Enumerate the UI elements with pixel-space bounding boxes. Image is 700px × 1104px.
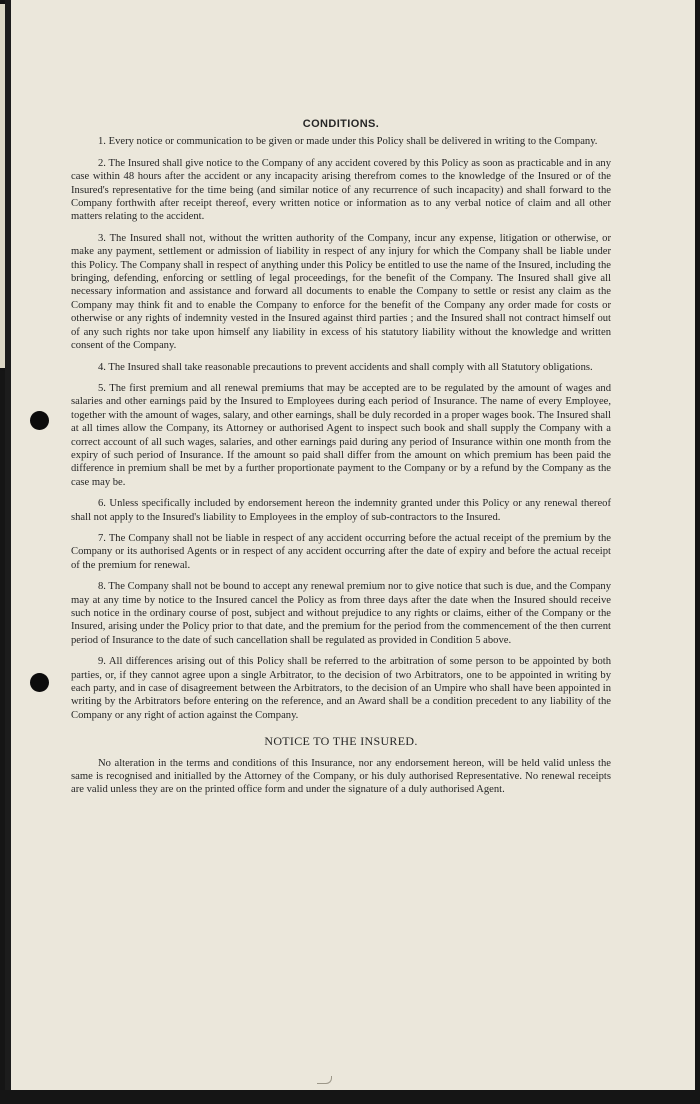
conditions-heading: CONDITIONS. — [302, 118, 380, 130]
document-page — [5, 0, 695, 1090]
condition-8: 8. The Company shall not be bound to accept any renewal premium nor to give notice that such is due, and the Company may at any time by notice to the Insured cancel the Policy as from three days after the date when the Insured should receive such notice in the ordinary course of post, subject and without prejudice to any rights or claims, either of the Company or the Insured, arising under the Policy prior to that date, and the premium for the period from the commencement of the then current period of Insurance to the date of such cancellation shall be regulated as provided in Condition 5 above. — [71, 581, 611, 646]
condition-7: 7. The Company shall not be liable in respect of any accident occurring before the actual receipt of the premium by the Company or its authorised Agents or in respect of any accident occurring after the date of expiry and before the actual receipt of the premium for renewal. — [71, 532, 611, 571]
condition-1: 1. Every notice or communication to be given or made under this Policy shall be delivered in writing to the Company. — [98, 136, 598, 148]
punch-hole — [30, 673, 49, 692]
page-left-edge — [5, 0, 11, 1090]
condition-4: 4. The Insured shall take reasonable precautions to prevent accidents and shall comply with all Statutory obligations. — [98, 361, 593, 373]
condition-3: 3. The Insured shall not, without the written authority of the Company, incur any expense, litigation or otherwise, or make any payment, settlement or admission of liability in respect of any injury for which the Company shall be liable under this Policy. The Company shall in respect of anything under this Policy be entitled to use the name of the Insured, including the bringing, defending, enforcing or settling of legal proceedings, for the benefit of the Company. The Insured shall give all necessary information and assistance and forward all documents to enable the Company to settle or resist any claim as the Company may think fit and to enable the Company to enforce for the benefit of the Company any order made for costs or otherwise or any rights of indemnity vested in the Insured against third parties ; and the Insured shall not contract himself out of any such rights nor take upon himself any liability in excess of his statutory liability without the knowledge and written consent of the Company. — [71, 232, 611, 352]
fold-mark — [7, 598, 10, 620]
conditions-text — [71, 118, 611, 805]
notice-text: No alteration in the terms and conditions of this Insurance, nor any endorsement hereon, will be held valid unless the same is recognised and initialled by the Attorney of the Company, or his duly authorised Representative. No renewal receipts are valid unless they are on the printed office form and under the signature of a duly authorised Agent. — [71, 757, 611, 796]
punch-hole — [30, 411, 49, 430]
condition-5: 5. The first premium and all renewal premiums that may be accepted are to be regulated by the amount of wages and salaries and other earnings paid by the Insured to Employees during each period of Insurance. The name of every Employee, together with the amount of wages, salary, and other earnings, shall be duly recorded in a proper wages book. The Insured shall at all times allow the Company, its Attorney or authorised Agent to inspect such book and shall supply the Company with a correct account of all such wages, salaries, and other earnings paid during any period of Insurance within one month from the expiry of such period of Insurance. If the amount so paid shall differ from the amount on which premium has been paid the difference in premium shall be met by a further proportionate payment to the Company or by a refund by the Company as the case may be. — [71, 382, 611, 488]
condition-6: 6. Unless specifically included by endorsement hereon the indemnity granted under this Policy or any renewal thereof shall not apply to the Insured's liability to Employees in the employ of sub-contractors to the Insured. — [71, 498, 611, 523]
notice-heading: NOTICE TO THE INSURED. — [264, 734, 418, 749]
condition-9: 9. All differences arising out of this Policy shall be referred to the arbitration of some person to be appointed by both parties, or, if they cannot agree upon a single Arbitrator, to the decision of two Arbitrators, one to be appointed in writing by each party, and in case of disagreement between the Arbitrators, to the decision of an Umpire who shall have been appointed in writing by the Arbitrators before entering on the reference, and an Award shall be a condition precedent to any liability of the Company or any right of action against the Company. — [71, 656, 611, 721]
fold-mark — [7, 646, 10, 659]
condition-2: 2. The Insured shall give notice to the Company of any accident covered by this Policy as soon as practicable and in any case within 48 hours after the accident or any incapacity arising therefrom comes to the knowledge of the Insured or of the Insured's representative for the time being (and similar notice of any recurrence of such incapacity) and shall forward to the Company forthwith after receipt thereof, every written notice or information as to any verbal notice of claim and all other matters relating to the accident. — [71, 157, 611, 223]
pencil-mark — [317, 1076, 332, 1084]
